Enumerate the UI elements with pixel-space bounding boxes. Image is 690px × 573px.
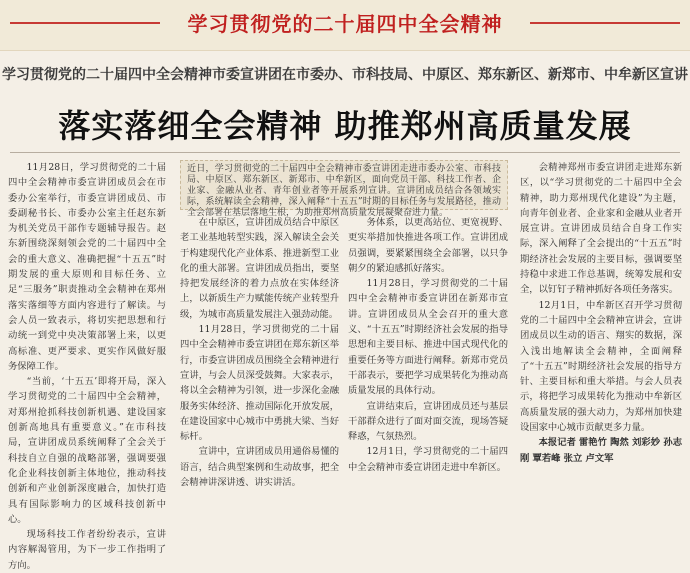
article-abstract: 近日，学习贯彻党的二十届四中全会精神市委宣讲团走进市委办公室、市科技局、中原区、郑东新区、新郑市、中牟新区，面向党员干部、科技工作者、企业家、金融从业者、青年创业者等开展系列宣讲。宣讲团成员结合各领域实际，系统解读全会精神，深入阐释“十五五”时期的目标任务与发展路径，推动全会部署在基层落地生根，为助推郑州高质量发展凝聚奋进力量。: [180, 160, 508, 210]
paragraph: 12月1日，学习贯彻党的二十届四中全会精神市委宣讲团走进中牟新区。: [348, 446, 508, 473]
paragraph: 会精神郑州市委宣讲团走进郑东新区，以“学习贯彻党的二十届四中全会精神，助力郑州现代化建设”为主题，向青年创业者、企业家和金融从业者开展宣讲。宣讲团成员结合自身工作实际，深入阐释了全会提出的“十五五”时期经济社会发展的主要目标，强调要坚持稳中求进工作总基调，统筹发展和安全，以钉钉子精神抓好各项任务落实。: [520, 162, 682, 296]
paragraph: 11月28日，学习贯彻党的二十届四中全会精神市委宣讲团在郑东新区举行，市委宣讲团成员围绕全会精神进行宣讲，与会人员深受鼓舞。大家表示，将以全会精神为引领，进一步深化金融服务实体经济、推动国际化开放发展，在建设国家中心城市中勇挑大梁、当好标杆。: [180, 324, 339, 443]
paragraph: 务体系，以更高站位、更宽视野、更实举措加快推进各项工作。宣讲团成员强调，要紧紧围绕全会部署，以只争朝夕的紧迫感抓好落实。: [348, 217, 508, 274]
section-banner: [0, 0, 690, 51]
paragraph: 11月28日，学习贯彻党的二十届四中全会精神市委宣讲团在新郑市宣讲。宣讲团成员从全会召开的重大意义、“十五五”时期经济社会发展的指导思想和主要目标、推进中国式现代化的重要任务等方面进行阐释。新郑市党员干部表示，要把学习成果转化为推动高质量发展的具体行动。: [348, 278, 508, 397]
section-title: 学习贯彻党的二十届四中全会精神: [187, 12, 503, 36]
byline: [520, 435, 682, 466]
paragraph: “当前，‘十五五’即将开局，深入学习贯彻党的二十届四中全会精神，对郑州抢抓科技创新机遇、建设国家创新高地具有重要意义。”在市科技局，宣讲团成员系统阐释了全会关于科技自立自强的战略部署，强调要强化企业科技创新主体地位，推动科技创新和产业创新深度融合，加快打造具有国际影响力的区域科技创新中心。: [8, 376, 166, 525]
paragraph: 宣讲中，宣讲团成员用通俗易懂的语言，结合典型案例和生动故事，把全会精神讲深讲透、讲实讲活。: [180, 446, 339, 489]
article-column-1: [8, 160, 166, 569]
paragraph: 12月1日，中牟新区召开学习贯彻党的二十届四中全会精神宣讲会，宣讲团成员以生动的语言、翔实的数据，深入浅出地解读全会精神，全面阐释了“十五五”时期经济社会发展的指导方针、主要目标和重大举措。与会人员表示，将把学习成果转化为推动中牟新区高质量发展的强大动力，为郑州加快建设国家中心城市贡献更多力量。: [520, 299, 682, 434]
article-column-4: [520, 160, 682, 569]
article-body: [8, 160, 682, 569]
paragraph: 宣讲结束后，宣讲团成员还与基层干部群众进行了面对面交流，现场答疑释惑，气氛热烈。: [348, 400, 508, 443]
paragraph: 在中原区，宣讲团成员结合中原区老工业基地转型实践，深入解读全会关于构建现代化产业体系、推进新型工业化的重大部署。宣讲团成员指出，要坚持把发展经济的着力点放在实体经济上，以新质生产力赋能传统产业转型升级，为城市高质量发展注入强劲动能。: [180, 217, 339, 320]
article-column-3: [348, 215, 508, 569]
paragraph: 11月28日，学习贯彻党的二十届四中全会精神市委宣讲团成员会在市委办公室举行，市委宣讲团成员、市委副秘书长、市委办公室主任赵东新为机关党员干部作专题辅导报告。赵东新围绕深刻领会党的二十届四中全会的重大意义、准确把握“十五五”时期发展的重大原则和目标任务、立足“三服务”职责推动全会精神在郑州落实落细等方面内容进行了解读。与会人员一致表示，将切实把思想和行动统一到党中央决策部署上来，以更高标准、更严要求、更实作风做好服务保障工作。: [8, 162, 166, 372]
byline-label: 本报记者: [538, 437, 576, 449]
banner-rule-right: [530, 22, 680, 24]
paragraph: 现场科技工作者纷纷表示，宣讲内容解渴管用，为下一步工作指明了方向。: [8, 529, 166, 571]
headline: 落实落细全会精神 助推郑州高质量发展: [58, 107, 632, 145]
byline-names: 雷艳竹 陶然 刘彩妙 孙志刚 覃若峰 张立 卢文军: [520, 437, 682, 464]
headline-divider: [10, 152, 680, 153]
subheadline: 学习贯彻党的二十届四中全会精神市委宣讲团在市委办、市科技局、中原区、郑东新区、新郑市、中牟新区宣讲: [2, 67, 688, 83]
article-column-2: [180, 215, 339, 569]
